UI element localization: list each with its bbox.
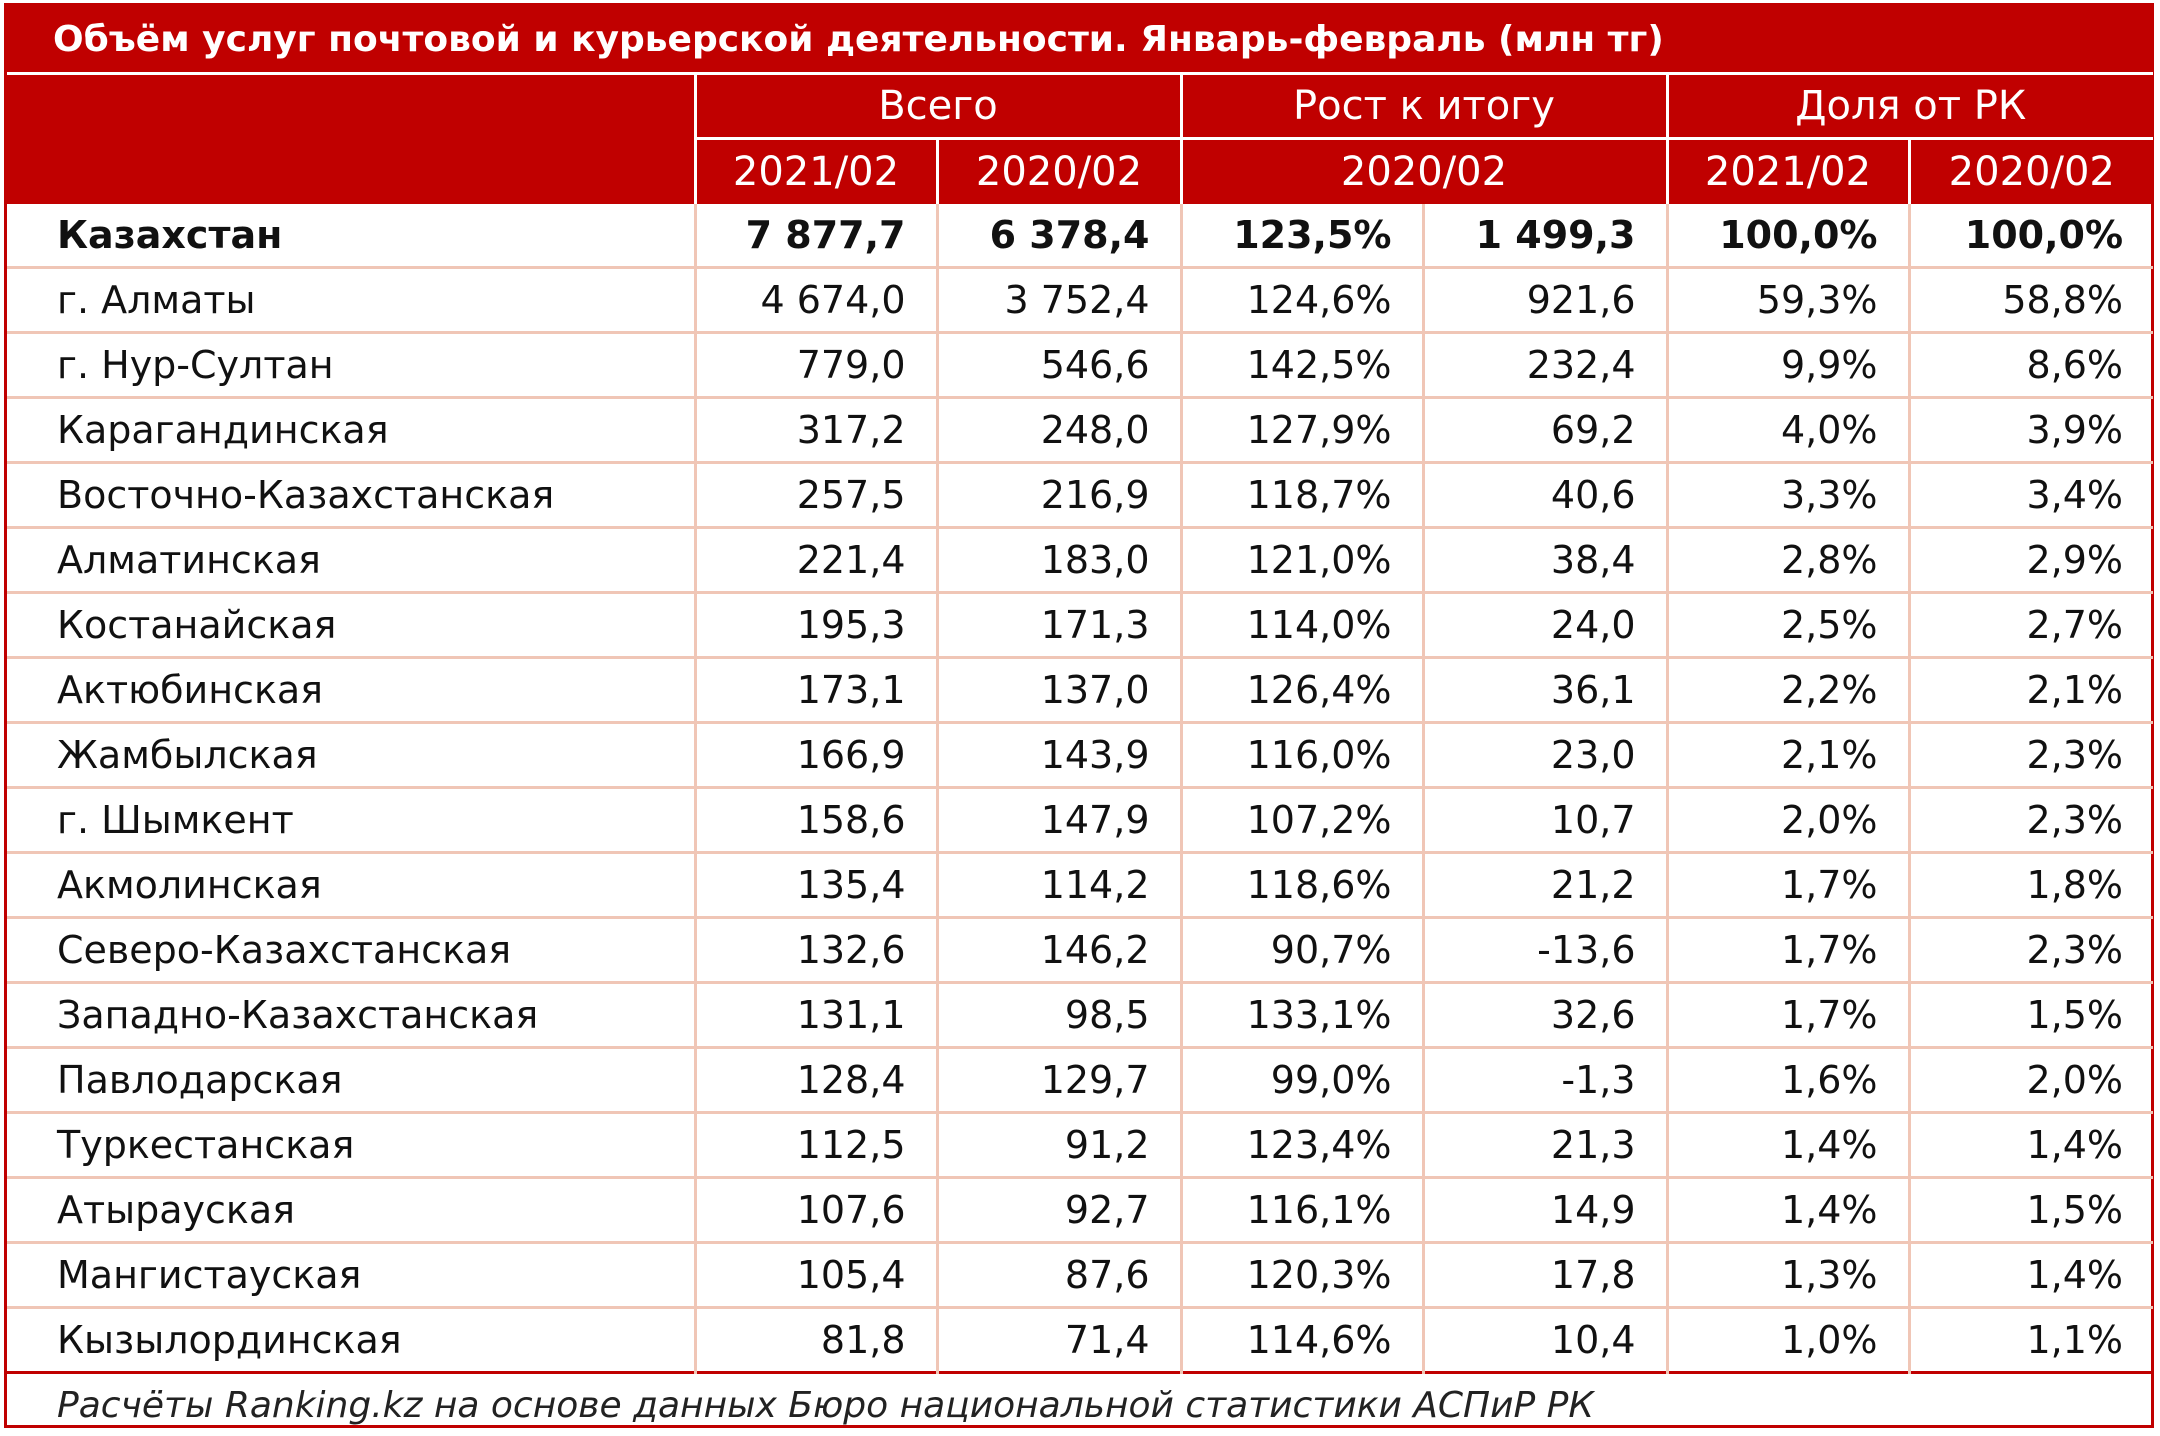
cell-region: Костанайская — [7, 593, 695, 658]
header-share-2021: 2021/02 — [1667, 139, 1909, 205]
cell-growth-pct: 124,6% — [1181, 268, 1423, 333]
cell-share-2021: 1,3% — [1667, 1243, 1909, 1308]
cell-region: Северо-Казахстанская — [7, 918, 695, 983]
cell-growth-abs: 232,4 — [1423, 333, 1667, 398]
table-row-total — [7, 204, 2153, 268]
cell-growth-pct: 114,6% — [1181, 1308, 1423, 1373]
cell-share-2021: 2,5% — [1667, 593, 1909, 658]
cell-region: г. Шымкент — [7, 788, 695, 853]
cell-total-2021: 195,3 — [695, 593, 937, 658]
cell-growth-abs: 21,2 — [1423, 853, 1667, 918]
cell-total-2021: 779,0 — [695, 333, 937, 398]
cell-share-2020: 2,1% — [1909, 658, 2153, 723]
cell-total-2021: 166,9 — [695, 723, 937, 788]
cell-growth-pct: 114,0% — [1181, 593, 1423, 658]
table-row — [7, 1243, 2153, 1308]
cell-region: Туркестанская — [7, 1113, 695, 1178]
cell-growth-abs: 10,4 — [1423, 1308, 1667, 1373]
cell-total-2020: 3 752,4 — [937, 268, 1181, 333]
cell-growth-abs: 1 499,3 — [1423, 204, 1667, 268]
cell-growth-abs: 36,1 — [1423, 658, 1667, 723]
cell-total-2020: 98,5 — [937, 983, 1181, 1048]
cell-growth-abs: 10,7 — [1423, 788, 1667, 853]
cell-region: Казахстан — [7, 204, 695, 268]
cell-growth-pct: 90,7% — [1181, 918, 1423, 983]
cell-total-2020: 91,2 — [937, 1113, 1181, 1178]
table-row — [7, 788, 2153, 853]
cell-total-2021: 128,4 — [695, 1048, 937, 1113]
cell-growth-pct: 118,7% — [1181, 463, 1423, 528]
table-title: Объём услуг почтовой и курьерской деятельности. Январь-февраль (млн тг) — [7, 6, 2153, 74]
cell-growth-pct: 142,5% — [1181, 333, 1423, 398]
source-row — [7, 1373, 2153, 1436]
cell-total-2020: 216,9 — [937, 463, 1181, 528]
cell-growth-pct: 133,1% — [1181, 983, 1423, 1048]
cell-share-2021: 1,4% — [1667, 1178, 1909, 1243]
cell-growth-abs: 921,6 — [1423, 268, 1667, 333]
cell-growth-pct: 123,5% — [1181, 204, 1423, 268]
cell-total-2021: 173,1 — [695, 658, 937, 723]
cell-region: Жамбылская — [7, 723, 695, 788]
cell-growth-abs: 23,0 — [1423, 723, 1667, 788]
cell-total-2021: 112,5 — [695, 1113, 937, 1178]
cell-total-2021: 257,5 — [695, 463, 937, 528]
cell-growth-abs: -1,3 — [1423, 1048, 1667, 1113]
cell-share-2020: 2,3% — [1909, 918, 2153, 983]
cell-total-2020: 114,2 — [937, 853, 1181, 918]
cell-growth-pct: 126,4% — [1181, 658, 1423, 723]
cell-growth-abs: 21,3 — [1423, 1113, 1667, 1178]
cell-share-2020: 2,7% — [1909, 593, 2153, 658]
cell-share-2021: 1,4% — [1667, 1113, 1909, 1178]
cell-share-2020: 2,0% — [1909, 1048, 2153, 1113]
cell-growth-abs: 24,0 — [1423, 593, 1667, 658]
table-row — [7, 658, 2153, 723]
cell-share-2021: 2,1% — [1667, 723, 1909, 788]
cell-total-2021: 317,2 — [695, 398, 937, 463]
table-row — [7, 1113, 2153, 1178]
cell-growth-pct: 107,2% — [1181, 788, 1423, 853]
cell-region: Карагандинская — [7, 398, 695, 463]
table-row — [7, 1048, 2153, 1113]
cell-total-2020: 546,6 — [937, 333, 1181, 398]
cell-share-2021: 9,9% — [1667, 333, 1909, 398]
cell-growth-pct: 127,9% — [1181, 398, 1423, 463]
cell-growth-pct: 121,0% — [1181, 528, 1423, 593]
cell-total-2021: 81,8 — [695, 1308, 937, 1373]
cell-share-2020: 58,8% — [1909, 268, 2153, 333]
cell-share-2021: 3,3% — [1667, 463, 1909, 528]
cell-share-2020: 1,4% — [1909, 1113, 2153, 1178]
header-growth-period: 2020/02 — [1181, 139, 1667, 205]
cell-total-2020: 147,9 — [937, 788, 1181, 853]
cell-growth-abs: 69,2 — [1423, 398, 1667, 463]
cell-total-2020: 87,6 — [937, 1243, 1181, 1308]
cell-total-2020: 92,7 — [937, 1178, 1181, 1243]
cell-region: Атырауская — [7, 1178, 695, 1243]
data-table — [7, 6, 2153, 1436]
cell-growth-pct: 120,3% — [1181, 1243, 1423, 1308]
header-group-growth: Рост к итогу — [1181, 74, 1667, 139]
cell-total-2021: 158,6 — [695, 788, 937, 853]
table-row — [7, 853, 2153, 918]
cell-share-2021: 2,2% — [1667, 658, 1909, 723]
cell-total-2020: 129,7 — [937, 1048, 1181, 1113]
cell-share-2020: 8,6% — [1909, 333, 2153, 398]
cell-total-2021: 105,4 — [695, 1243, 937, 1308]
table-row — [7, 333, 2153, 398]
cell-share-2020: 3,4% — [1909, 463, 2153, 528]
table-row — [7, 463, 2153, 528]
cell-share-2020: 1,5% — [1909, 983, 2153, 1048]
cell-total-2021: 107,6 — [695, 1178, 937, 1243]
table-row — [7, 983, 2153, 1048]
cell-total-2020: 137,0 — [937, 658, 1181, 723]
cell-growth-abs: 14,9 — [1423, 1178, 1667, 1243]
cell-total-2021: 131,1 — [695, 983, 937, 1048]
cell-share-2021: 1,6% — [1667, 1048, 1909, 1113]
cell-share-2020: 1,8% — [1909, 853, 2153, 918]
cell-total-2020: 143,9 — [937, 723, 1181, 788]
cell-growth-abs: 32,6 — [1423, 983, 1667, 1048]
cell-growth-abs: 40,6 — [1423, 463, 1667, 528]
cell-total-2020: 146,2 — [937, 918, 1181, 983]
table-row — [7, 398, 2153, 463]
cell-share-2021: 1,0% — [1667, 1308, 1909, 1373]
cell-total-2021: 7 877,7 — [695, 204, 937, 268]
cell-total-2020: 183,0 — [937, 528, 1181, 593]
cell-region: Мангистауская — [7, 1243, 695, 1308]
cell-total-2020: 71,4 — [937, 1308, 1181, 1373]
cell-share-2020: 2,9% — [1909, 528, 2153, 593]
table-row — [7, 528, 2153, 593]
cell-share-2020: 1,5% — [1909, 1178, 2153, 1243]
table-body — [7, 204, 2153, 1373]
cell-growth-abs: 38,4 — [1423, 528, 1667, 593]
header-row-groups — [7, 74, 2153, 139]
cell-total-2021: 132,6 — [695, 918, 937, 983]
cell-region: Западно-Казахстанская — [7, 983, 695, 1048]
cell-share-2020: 3,9% — [1909, 398, 2153, 463]
table-row — [7, 593, 2153, 658]
cell-growth-pct: 123,4% — [1181, 1113, 1423, 1178]
table-row — [7, 723, 2153, 788]
cell-share-2021: 4,0% — [1667, 398, 1909, 463]
header-region-blank — [7, 74, 695, 205]
cell-share-2021: 59,3% — [1667, 268, 1909, 333]
cell-region: Алматинская — [7, 528, 695, 593]
cell-share-2020: 100,0% — [1909, 204, 2153, 268]
cell-region: Восточно-Казахстанская — [7, 463, 695, 528]
title-row — [7, 6, 2153, 74]
cell-growth-abs: -13,6 — [1423, 918, 1667, 983]
header-group-total: Всего — [695, 74, 1181, 139]
cell-region: Павлодарская — [7, 1048, 695, 1113]
cell-growth-pct: 116,1% — [1181, 1178, 1423, 1243]
cell-share-2020: 2,3% — [1909, 723, 2153, 788]
header-total-2020: 2020/02 — [937, 139, 1181, 205]
cell-total-2020: 248,0 — [937, 398, 1181, 463]
table-row — [7, 1178, 2153, 1243]
cell-region: Акмолинская — [7, 853, 695, 918]
cell-share-2021: 1,7% — [1667, 853, 1909, 918]
cell-region: г. Нур-Султан — [7, 333, 695, 398]
cell-share-2020: 1,4% — [1909, 1243, 2153, 1308]
cell-total-2021: 135,4 — [695, 853, 937, 918]
cell-growth-abs: 17,8 — [1423, 1243, 1667, 1308]
cell-total-2020: 171,3 — [937, 593, 1181, 658]
header-share-2020: 2020/02 — [1909, 139, 2153, 205]
cell-growth-pct: 116,0% — [1181, 723, 1423, 788]
cell-region: Актюбинская — [7, 658, 695, 723]
cell-total-2020: 6 378,4 — [937, 204, 1181, 268]
cell-region: Кызылординская — [7, 1308, 695, 1373]
header-group-share: Доля от РК — [1667, 74, 2153, 139]
cell-share-2020: 2,3% — [1909, 788, 2153, 853]
cell-share-2021: 100,0% — [1667, 204, 1909, 268]
table-row — [7, 1308, 2153, 1373]
source-note: Расчёты Ranking.kz на основе данных Бюро национальной статистики АСПиР РК — [7, 1373, 2153, 1436]
cell-total-2021: 4 674,0 — [695, 268, 937, 333]
table-row — [7, 918, 2153, 983]
table-row — [7, 268, 2153, 333]
cell-growth-pct: 118,6% — [1181, 853, 1423, 918]
cell-share-2021: 2,0% — [1667, 788, 1909, 853]
header-total-2021: 2021/02 — [695, 139, 937, 205]
cell-share-2021: 1,7% — [1667, 918, 1909, 983]
cell-share-2021: 1,7% — [1667, 983, 1909, 1048]
data-table-card — [4, 3, 2154, 1428]
cell-total-2021: 221,4 — [695, 528, 937, 593]
cell-share-2021: 2,8% — [1667, 528, 1909, 593]
cell-region: г. Алматы — [7, 268, 695, 333]
cell-growth-pct: 99,0% — [1181, 1048, 1423, 1113]
cell-share-2020: 1,1% — [1909, 1308, 2153, 1373]
